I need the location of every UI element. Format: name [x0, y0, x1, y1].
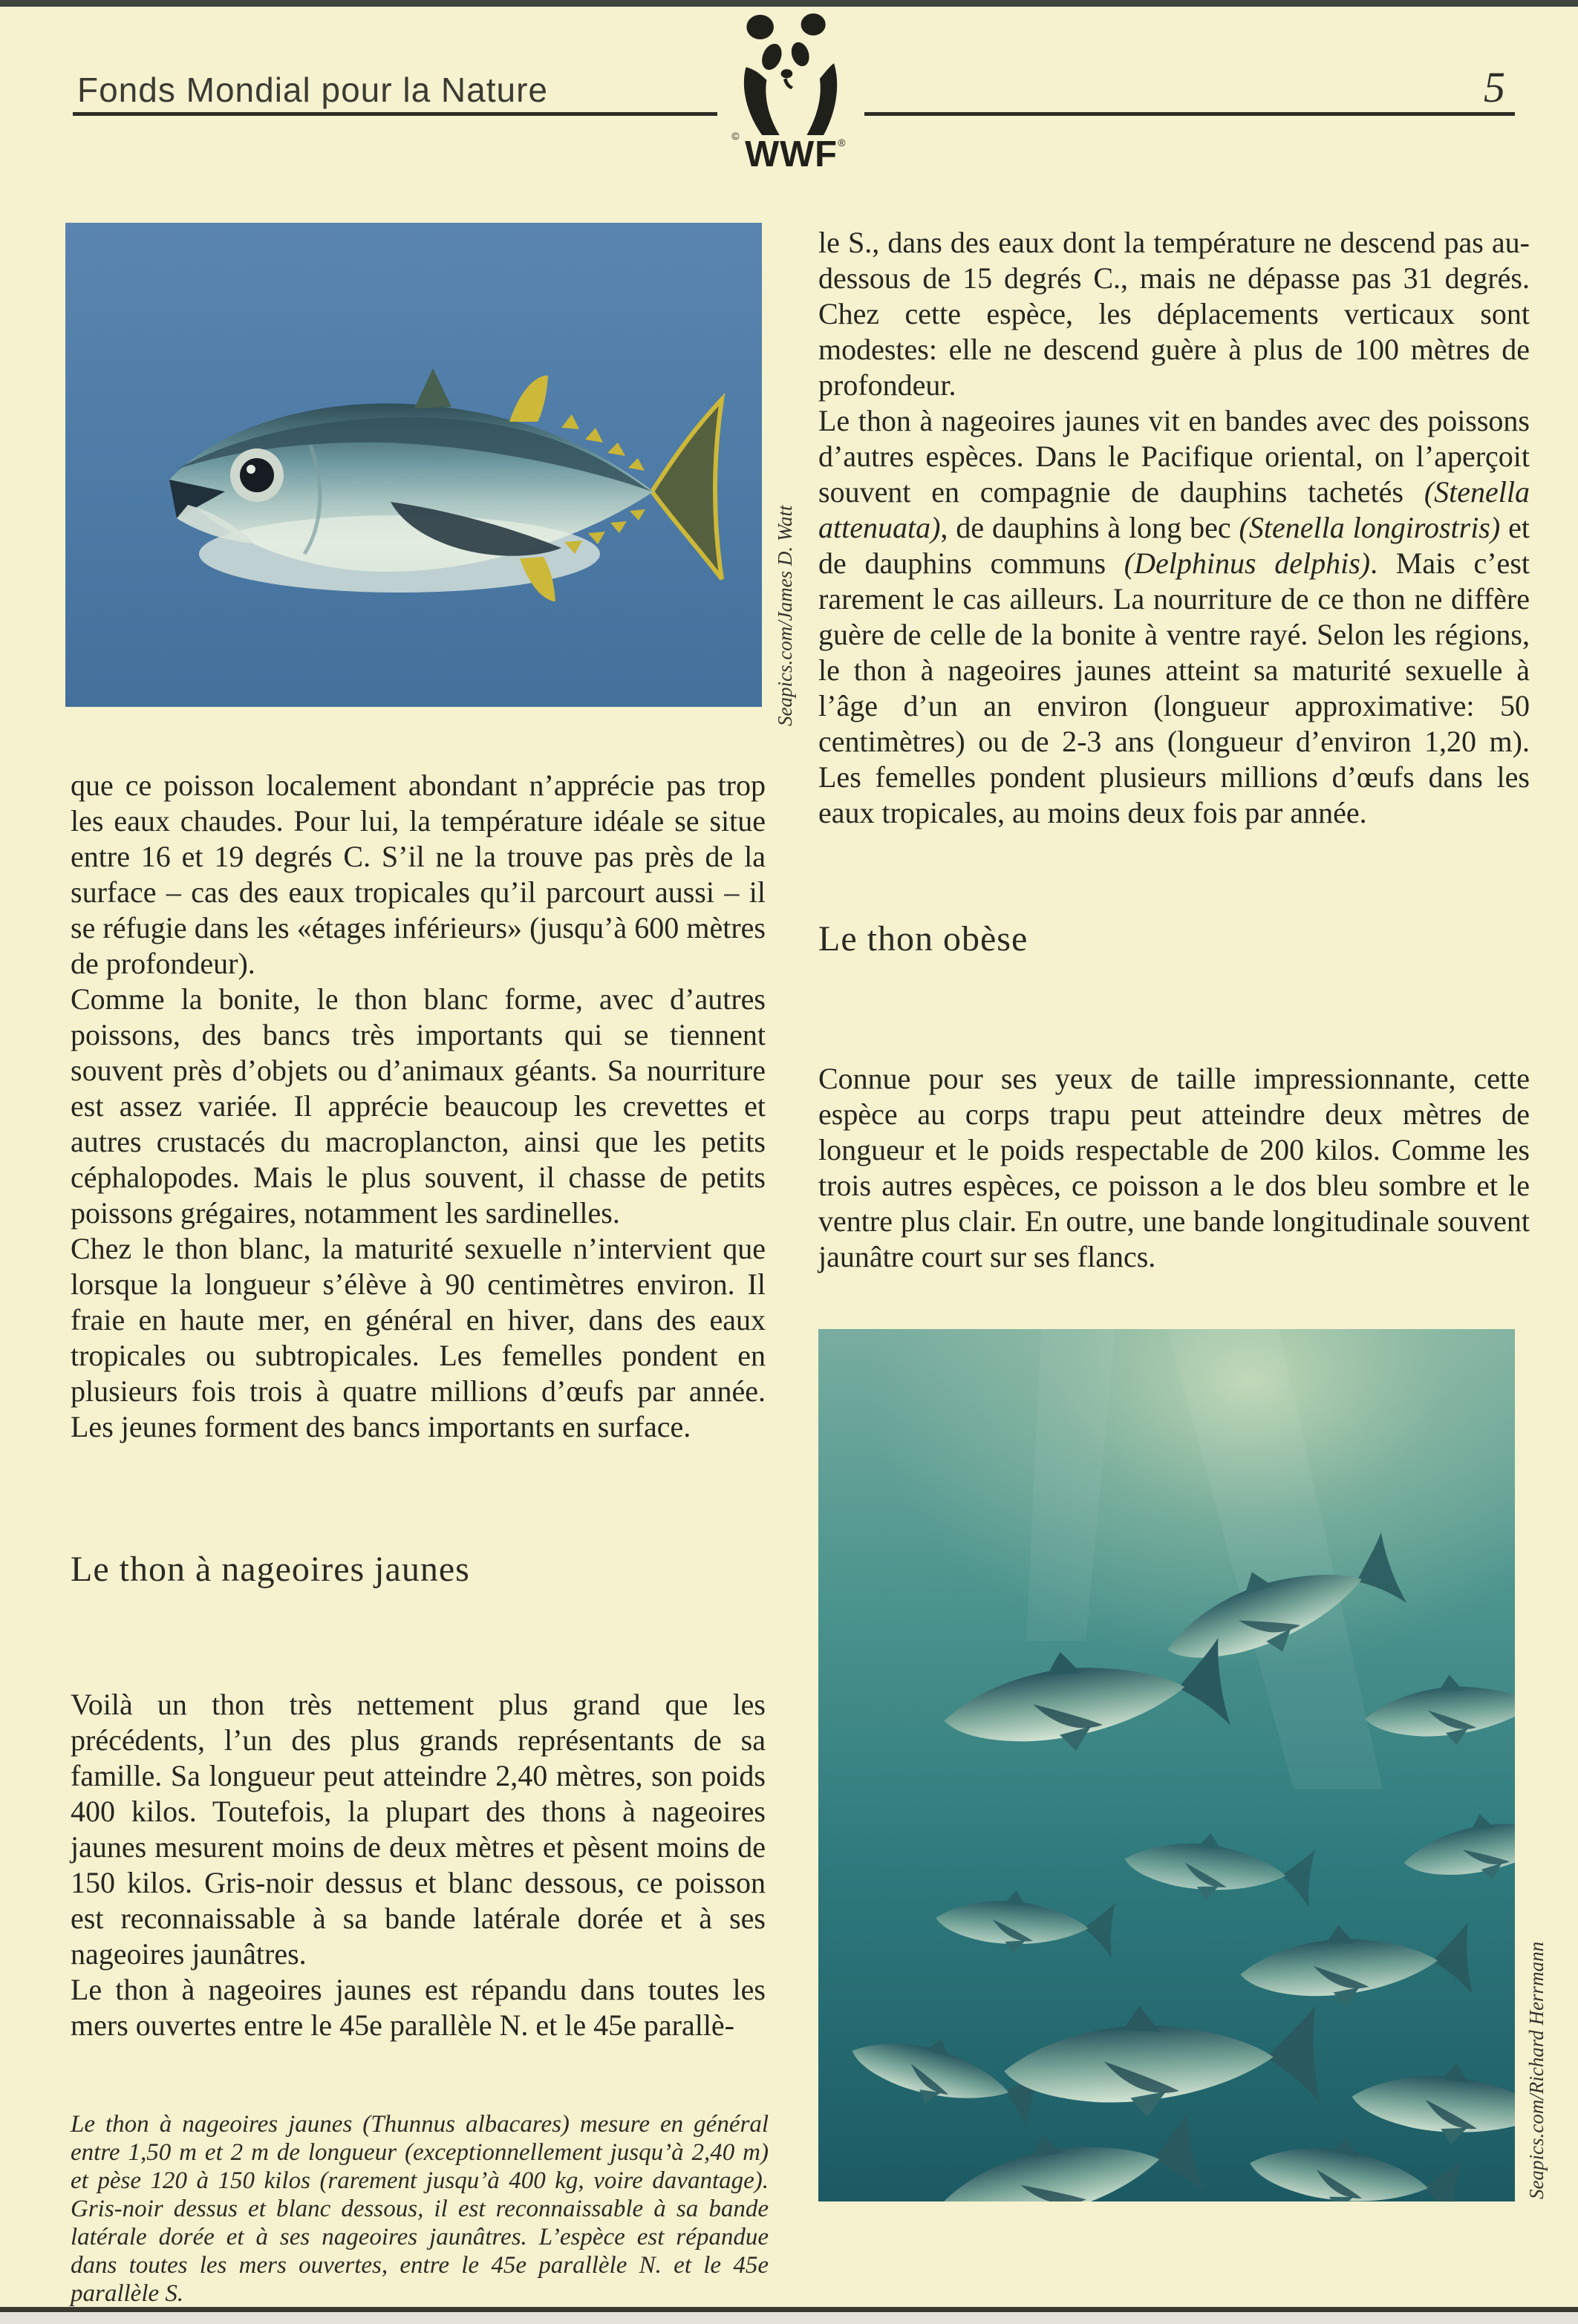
- logo-registered-symbol: ®: [838, 136, 846, 148]
- tuna-school-photo: [818, 1329, 1515, 2201]
- right-column: [818, 225, 1530, 1275]
- tuna-photo: [65, 223, 762, 707]
- tuna-eye-highlight: [247, 465, 255, 474]
- panda-eye-right: [789, 40, 812, 69]
- paragraph: Voilà un thon très nettement plus grand que les précédents, l’un des plus grands représentants de sa famille. Sa longueur peut atteindre 2,40 mètres, son poids 400 kilos. Toutefois, la plupart des thons à nageoires jaunes mesurent moins de deux mètres et pèsent moins de 150 kilos. Gris-noir dessus et blanc dessous, ce poisson est reconnaissable à sa bande latérale dorée et à ses nageoires jaunâtres.: [71, 1688, 766, 1971]
- photo-caption: Le thon à nageoires jaunes (Thunnus albacares) mesure en général entre 1,50 m et 2 m de longueur (exceptionnellement jusqu’à 2,40 m) et pèse 120 à 150 kilos (rarement jusqu’à 400 kg, voire davantage). Gris-noir dessus et blanc dessous, il est reconnaissable à sa bande latérale dorée et à ses nageoires jaunâtres. L’espèce est répandue dans toutes les mers ouvertes, entre le 45e parallèle N. et le 45e parallèle S.: [71, 2111, 769, 2307]
- paragraph: Comme la bonite, le thon blanc forme, avec d’autres poissons, des bancs très importants qui se tiennent souvent près d’objets ou d’animaux géants. Sa nourriture est assez variée. Il apprécie beaucoup les crevettes et autres crustacés du macroplancton, ainsi que les petits céphalopodes. Mais le plus souvent, il chasse de petits poissons grégaires, notamment les sardinelles.: [71, 982, 766, 1230]
- logo-wwf-text: WWF: [745, 134, 838, 171]
- panda-ear-right: [801, 13, 826, 36]
- panda-nose: [781, 69, 793, 78]
- panda-mouth: [783, 78, 793, 89]
- paragraph: le S., dans des eaux dont la température ne descend pas au-dessous de 15 degrés C., mais ne dépasse pas 31 degrés. Chez cette espèce, les déplacements verticaux sont modestes: elle ne descend guère à plus de 100 mètres de profondeur.: [818, 226, 1530, 402]
- scan-edge-bottom-line: [0, 2307, 1578, 2312]
- section-heading-yellowfin: Le thon à nageoires jaunes: [71, 1550, 470, 1589]
- paragraph: Le thon à nageoires jaunes est répandu dans toutes les mers ouvertes entre le 45e parallèle N. et le 45e parallè-: [71, 1973, 766, 2042]
- tuna-eye: [240, 458, 274, 492]
- photo2-credit: Seapics.com/Richard Herrmann: [1525, 1942, 1548, 2199]
- left-column: [71, 768, 766, 2043]
- panda-flank-left: [744, 67, 780, 135]
- panda-ear-left: [746, 15, 774, 39]
- logo-copyright-symbol: ©: [731, 130, 740, 143]
- scan-edge-bottom: [0, 2312, 1578, 2324]
- panda-eye-left: [758, 41, 785, 73]
- page-number: 5: [1484, 63, 1505, 111]
- section-heading-bigeye: Le thon obèse: [818, 919, 1028, 959]
- panda-flank-right: [806, 63, 837, 135]
- header-rule-right: [864, 112, 1515, 116]
- paragraph: Connue pour ses yeux de taille impressionnante, cette espèce au corps trapu peut atteindre deux mètres de longueur et le poids respectable de 200 kilos. Comme les trois autres espèces, ce poisson a le dos bleu sombre et le ventre plus clair. En outre, une bande longitudinale souvent jaunâtre court sur ses flancs.: [818, 1062, 1530, 1273]
- header-org-name: Fonds Mondial pour la Nature: [77, 71, 548, 109]
- wwf-panda-logo: [726, 9, 856, 171]
- paragraph: que ce poisson localement abondant n’apprécie pas trop les eaux chaudes. Pour lui, la température idéale se situe entre 16 et 19 degrés C. S’il ne la trouve pas près de la surface – cas des eaux tropicales qu’il parcourt aussi – il se réfugie dans les «étages inférieurs» (jusqu’à 600 mètres de profondeur).: [71, 768, 766, 980]
- photo2-sunlight: [818, 1329, 1515, 1849]
- paragraph: Chez le thon blanc, la maturité sexuelle n’intervient que lorsque la longueur s’élève à 90 centimètres environ. Il fraie en haute mer, en général en hiver, dans des eaux tropicales ou subtropicales. Les femelles pondent en plusieurs fois trois à quatre millions d’œufs par année. Les jeunes forment des bancs importants en surface.: [71, 1232, 766, 1443]
- scan-edge-top: [0, 0, 1578, 7]
- paragraph-with-species-names: Le thon à nageoires jaunes vit en bandes avec des poissons d’autres espèces. Dans le Pacifique oriental, on l’aperçoit souvent en compagnie de dauphins tachetés (Stenella attenuata), de dauphins à long bec (Stenella longirostris) et de dauphins communs (Delphinus delphis). Mais c’est rarement le cas ailleurs. La nourriture de ce thon ne diffère guère de celle de la bonite à ventre rayé. Selon les régions, le thon à nageoires jaunes atteint sa maturité sexuelle à l’âge d’un an environ (longueur approximative: 50 centimètres) ou de 2-3 ans (longueur d’environ 1,20 m). Les femelles pondent plusieurs millions d’œufs dans les eaux tropicales, au moins deux fois par année.: [818, 404, 1530, 829]
- header-rule-left: [73, 112, 717, 116]
- photo1-credit: Seapics.com/James D. Watt: [774, 505, 796, 726]
